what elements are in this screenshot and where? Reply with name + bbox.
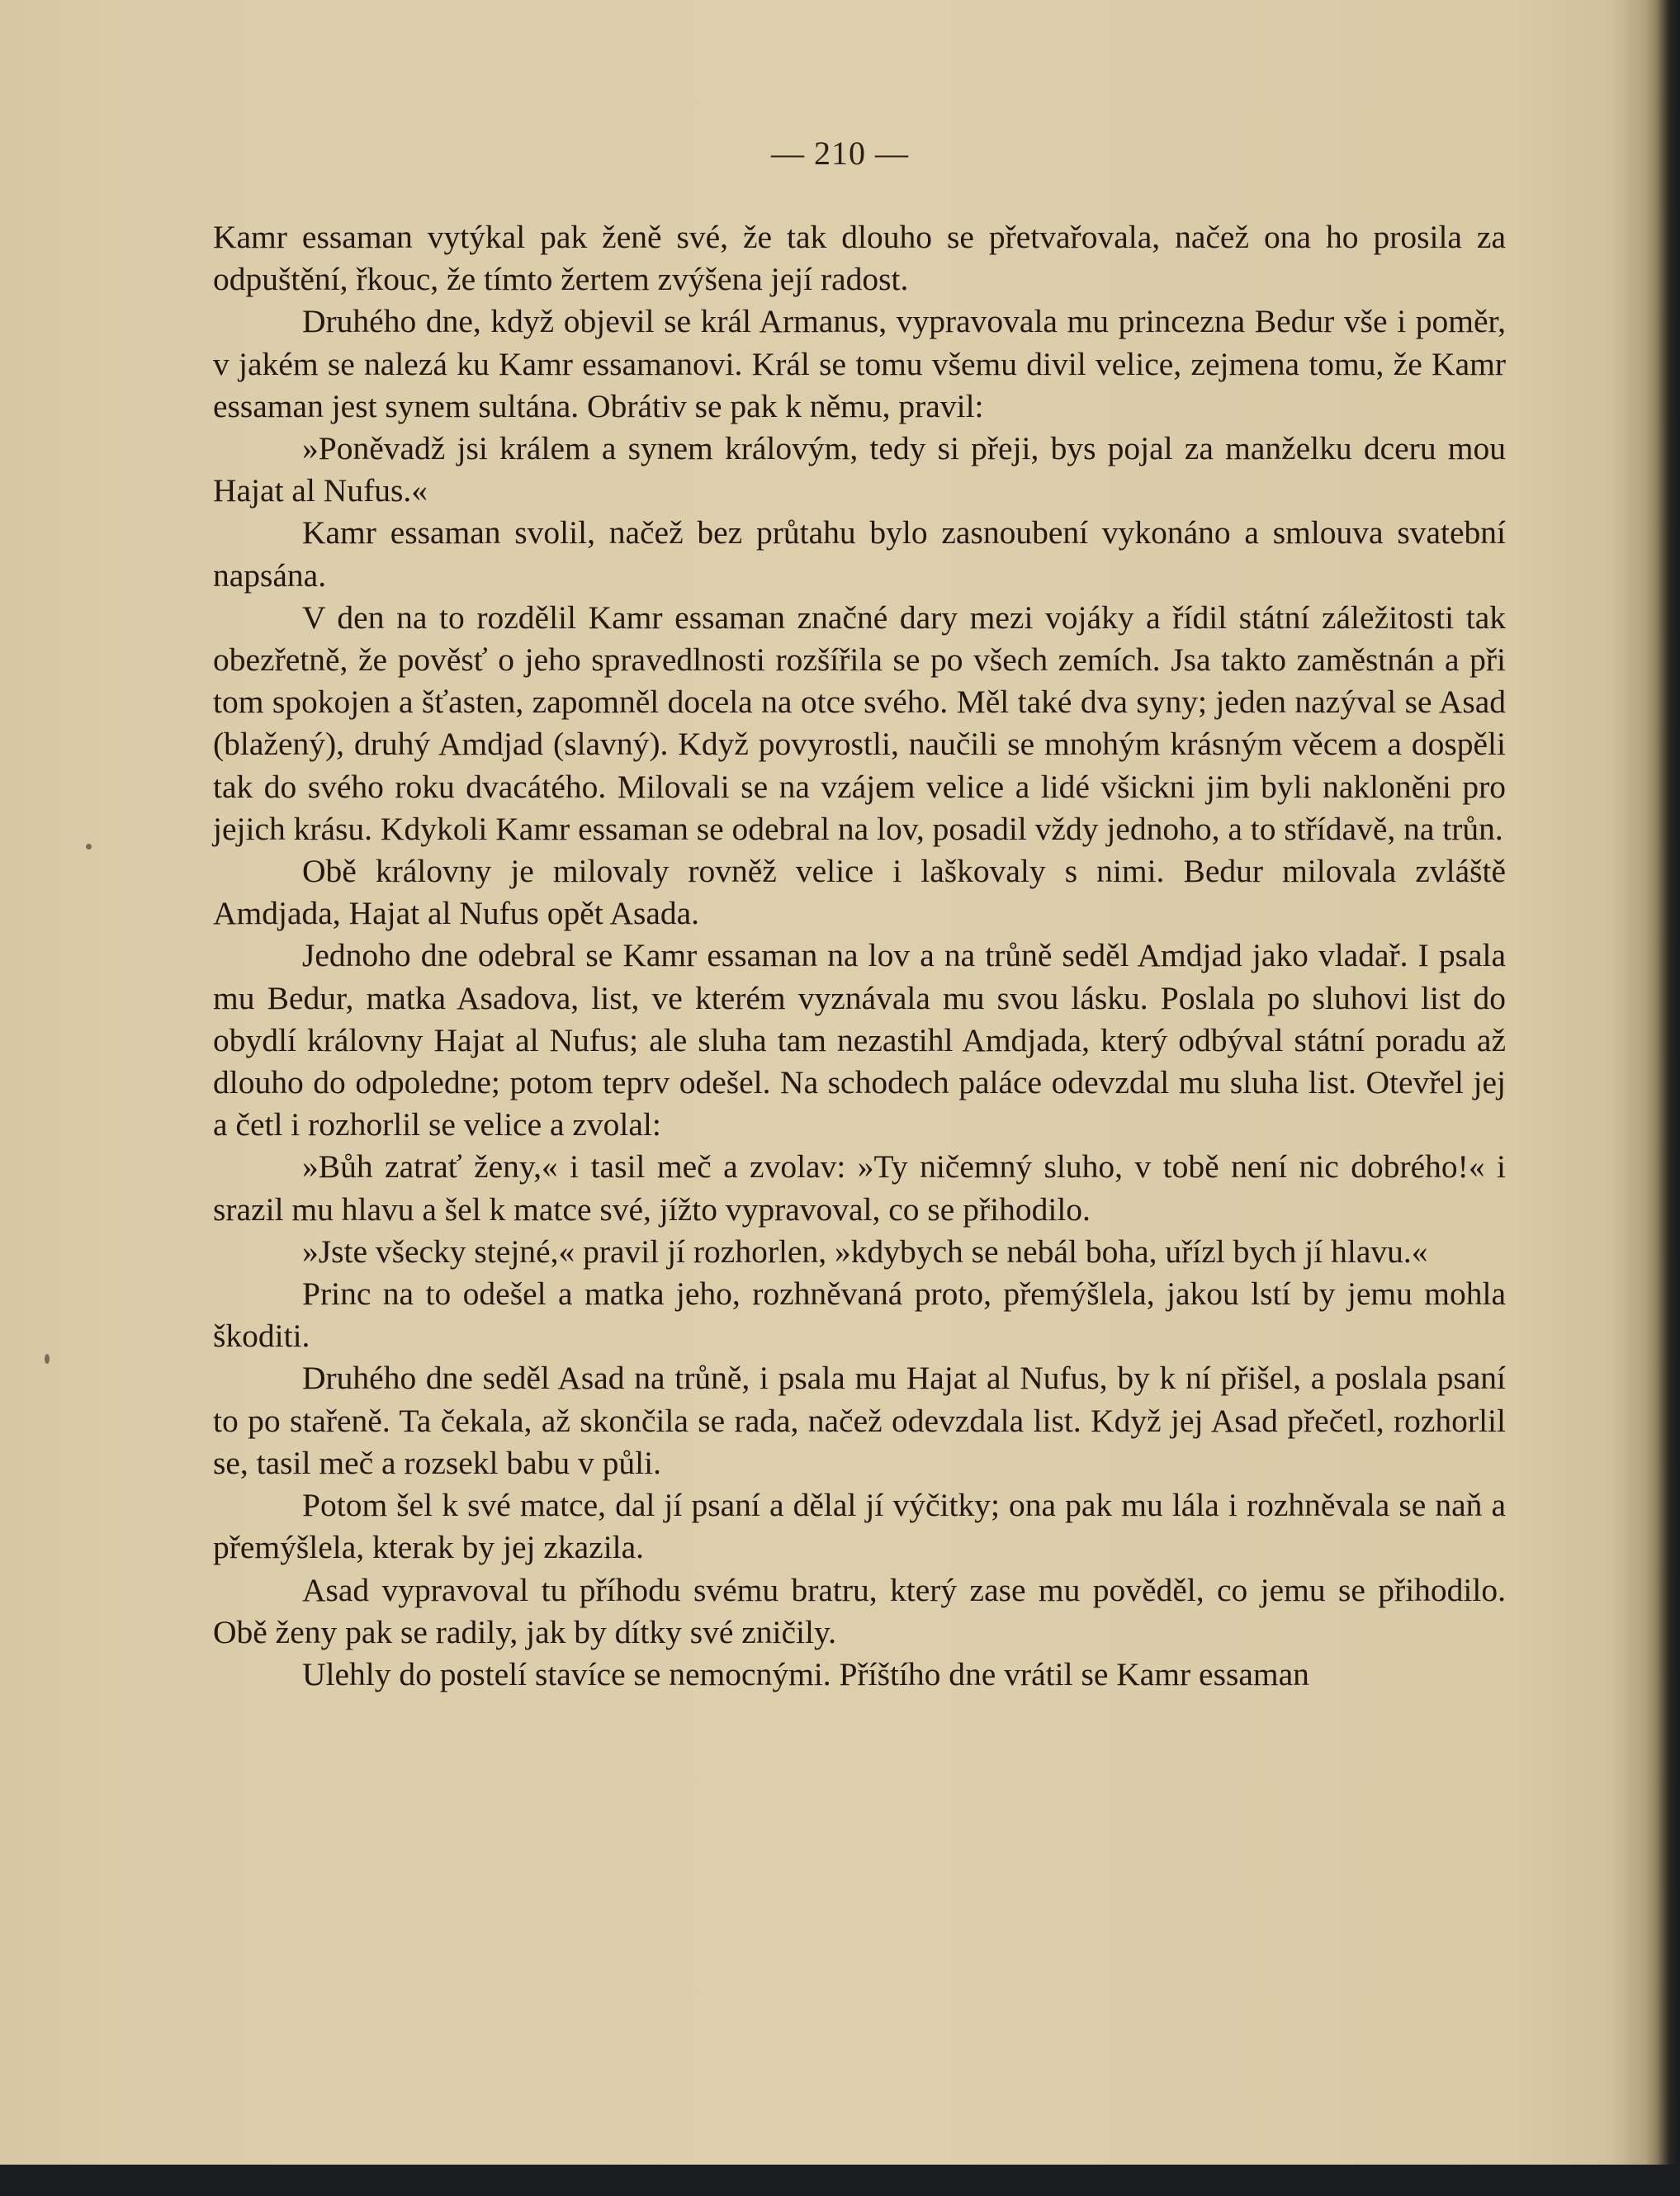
paragraph: Princ na to odešel a matka jeho, rozhněvaná proto, přemýšlela, jakou lstí by jemu mohla škoditi. xyxy=(213,1275,1506,1355)
scan-right-edge xyxy=(1645,0,1680,2196)
paragraph: Kamr essaman vytýkal pak ženě své, že tak dlouho se přetvařovala, načež ona ho prosila za odpuštění, řkouc, že tímto žertem zvýšena její radost. xyxy=(213,219,1506,298)
paragraph: Jednoho dne odebral se Kamr essaman na lov a na trůně seděl Amdjad jako vladař. I psala mu Bedur, matka Asadova, list, ve kterém vyznávala mu svou lásku. Poslala po sluhovi list do obydlí královny Hajat al Nufus; ale sluha tam nezastihl Amdjada, který odbýval státní poradu až dlouho do odpoledne; potom teprv odešel. Na schodech paláce odevzdal mu sluha list. Otevřel jej a četl i rozhorlil se velice a zvolal: xyxy=(213,937,1506,1143)
page-edge-shadow xyxy=(1611,0,1645,2165)
paragraph: Druhého dne, když objevil se král Armanus, vypravovala mu princezna Bedur vše i poměr, v jakém se nalezá ku Kamr essamanovi. Král se tomu všemu divil velice, zejmena tomu, že Kamr essaman jest synem sultána. Obrátiv se pak k němu, pravil: xyxy=(213,303,1506,424)
paragraph: »Jste všecky stejné,« pravil jí rozhorlen, »kdybych se nebál boha, uřízl bych jí hlavu.« xyxy=(302,1233,1428,1270)
scan-bottom-edge xyxy=(0,2165,1680,2196)
paper-speck xyxy=(45,1354,50,1364)
paragraph: Obě královny je milovaly rovněž velice i laškovaly s nimi. Bedur milovala zvláště Amdjada, Hajat al Nufus opět Asada. xyxy=(213,853,1506,932)
paragraph: Ulehly do postelí stavíce se nemocnými. Příštího dne vrátil se Kamr essaman xyxy=(302,1655,1309,1692)
body-text xyxy=(213,216,1506,1696)
paragraph: »Poněvadž jsi králem a synem královým, tedy si přeji, bys pojal za manželku dceru mou Hajat al Nufus.« xyxy=(213,430,1506,509)
page-number: — 210 — xyxy=(771,135,909,172)
paragraph: »Bůh zatrať ženy,« i tasil meč a zvolav: »Ty ničemný sluho, v tobě není nic dobrého!« i srazil mu hlavu a šel k matce své, jížto vypravoval, co se přihodilo. xyxy=(213,1148,1506,1228)
paper-speck xyxy=(86,844,92,850)
paragraph: Druhého dne seděl Asad na trůně, i psala mu Hajat al Nufus, by k ní přišel, a poslala psaní to po stařeně. Ta čekala, až skončila se rada, načež odevzdala list. Když jej Asad přečetl, rozhorlil se, tasil meč a rozsekl babu v půli. xyxy=(213,1360,1506,1481)
paragraph: V den na to rozdělil Kamr essaman značné dary mezi vojáky a řídil státní záležitosti tak obezřetně, že pověsť o jeho spravedlnosti rozšířila se po všech zemích. Jsa takto zaměstnán a při tom spokojen a šťasten, zapomněl docela na otce svého. Měl také dva syny; jeden nazýval se Asad (blažený), druhý Amdjad (slavný). Když povyrostli, naučili se mnohým krásným věcem a dospěli tak do svého roku dvacátého. Milovali se na vzájem velice a lidé všickni jim byli nakloněni pro jejich krásu. Kdykoli Kamr essaman se odebral na lov, posadil vždy jednoho, a to střídavě, na trůn. xyxy=(213,599,1506,847)
paragraph: Asad vypravoval tu příhodu svému bratru, který zase mu pověděl, co jemu se přihodilo. Obě ženy pak se radily, jak by dítky své zničily. xyxy=(213,1571,1506,1650)
paragraph: Potom šel k své matce, dal jí psaní a dělal jí výčitky; ona pak mu lála i rozhněvala se naň a přemýšlela, kterak by jej zkazila. xyxy=(213,1487,1506,1566)
paragraph: Kamr essaman svolil, načež bez průtahu bylo zasnoubení vykonáno a smlouva svatební napsána. xyxy=(213,514,1506,594)
